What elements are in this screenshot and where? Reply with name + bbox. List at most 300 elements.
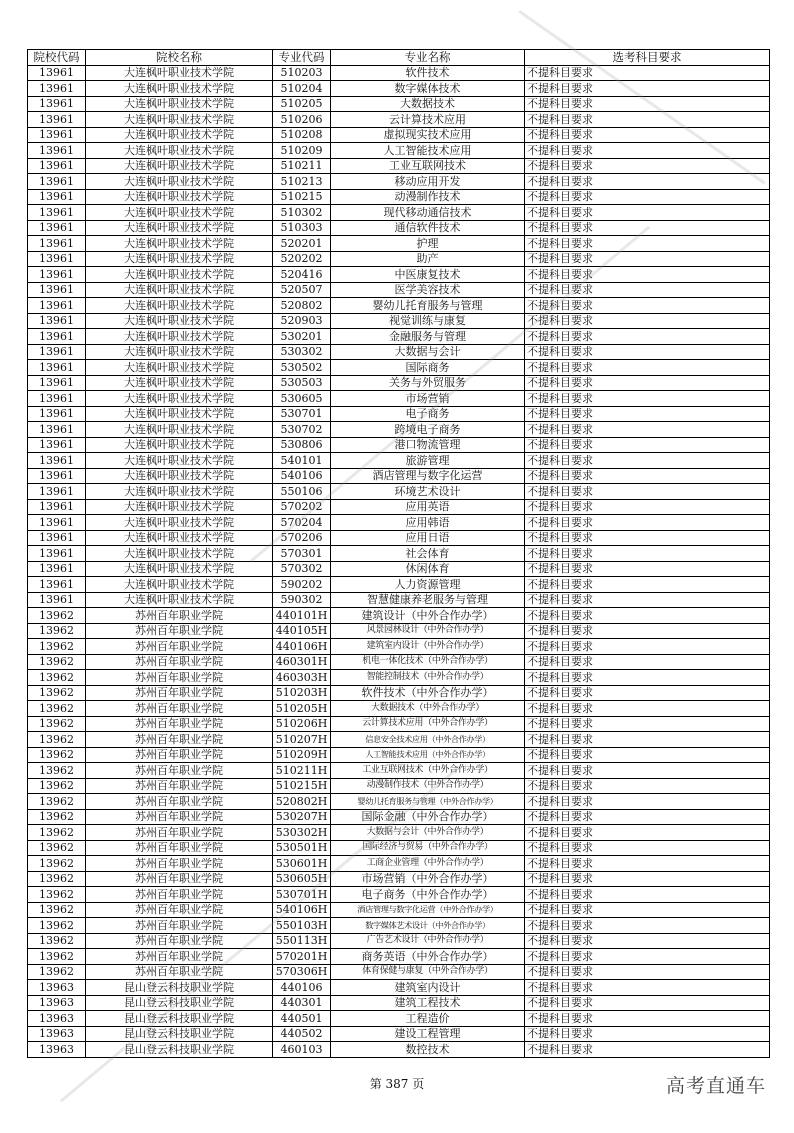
table-row xyxy=(28,608,770,624)
cell-major-name: 广告艺术设计（中外合作办学） xyxy=(331,933,525,949)
cell-major-name: 应用韩语 xyxy=(331,515,525,531)
cell-school-name: 苏州百年职业学院 xyxy=(86,949,273,965)
cell-school-code: 13962 xyxy=(28,623,86,639)
table-row xyxy=(28,654,770,670)
cell-school-name: 大连枫叶职业技术学院 xyxy=(86,143,273,159)
table-row xyxy=(28,267,770,283)
cell-school-name: 大连枫叶职业技术学院 xyxy=(86,592,273,608)
cell-school-code: 13962 xyxy=(28,747,86,763)
brand-label: 高考直通车 xyxy=(665,1075,766,1097)
cell-major-code: 510209H xyxy=(273,747,331,763)
cell-subject-requirement: 不提科目要求 xyxy=(525,840,770,856)
admission-table-container xyxy=(27,49,769,1058)
cell-major-code: 510207H xyxy=(273,732,331,748)
cell-school-code: 13962 xyxy=(28,701,86,717)
cell-major-code: 530605H xyxy=(273,871,331,887)
table-row xyxy=(28,747,770,763)
cell-school-name: 大连枫叶职业技术学院 xyxy=(86,189,273,205)
table-row xyxy=(28,282,770,298)
table-row xyxy=(28,205,770,221)
cell-major-name: 医学美容技术 xyxy=(331,282,525,298)
table-row xyxy=(28,918,770,934)
cell-major-name: 人工智能技术应用 xyxy=(331,143,525,159)
cell-school-name: 大连枫叶职业技术学院 xyxy=(86,127,273,143)
cell-school-name: 大连枫叶职业技术学院 xyxy=(86,561,273,577)
table-row xyxy=(28,298,770,314)
cell-subject-requirement: 不提科目要求 xyxy=(525,267,770,283)
cell-school-name: 大连枫叶职业技术学院 xyxy=(86,96,273,112)
cell-major-name: 工商企业管理（中外合作办学） xyxy=(331,856,525,872)
cell-major-name: 视觉训练与康复 xyxy=(331,313,525,329)
table-row xyxy=(28,840,770,856)
cell-school-name: 大连枫叶职业技术学院 xyxy=(86,437,273,453)
cell-major-name: 数字媒体技术 xyxy=(331,81,525,97)
cell-school-name: 苏州百年职业学院 xyxy=(86,654,273,670)
table-row xyxy=(28,81,770,97)
table-row xyxy=(28,701,770,717)
cell-school-name: 苏州百年职业学院 xyxy=(86,902,273,918)
cell-major-code: 530201 xyxy=(273,329,331,345)
cell-school-name: 大连枫叶职业技术学院 xyxy=(86,344,273,360)
table-row xyxy=(28,763,770,779)
cell-school-code: 13962 xyxy=(28,918,86,934)
table-row xyxy=(28,546,770,562)
cell-school-code: 13961 xyxy=(28,205,86,221)
cell-school-name: 大连枫叶职业技术学院 xyxy=(86,484,273,500)
cell-subject-requirement: 不提科目要求 xyxy=(525,298,770,314)
table-body xyxy=(28,65,770,1057)
table-row xyxy=(28,933,770,949)
table-row xyxy=(28,856,770,872)
cell-subject-requirement: 不提科目要求 xyxy=(525,127,770,143)
cell-subject-requirement: 不提科目要求 xyxy=(525,81,770,97)
cell-school-name: 大连枫叶职业技术学院 xyxy=(86,406,273,422)
cell-school-code: 13961 xyxy=(28,96,86,112)
cell-subject-requirement: 不提科目要求 xyxy=(525,918,770,934)
cell-school-name: 苏州百年职业学院 xyxy=(86,918,273,934)
cell-major-name: 动漫制作技术（中外合作办学） xyxy=(331,778,525,794)
cell-school-code: 13963 xyxy=(28,1042,86,1058)
cell-school-name: 大连枫叶职业技术学院 xyxy=(86,220,273,236)
cell-school-name: 大连枫叶职业技术学院 xyxy=(86,375,273,391)
cell-major-code: 510209 xyxy=(273,143,331,159)
cell-major-code: 530605 xyxy=(273,391,331,407)
cell-school-name: 苏州百年职业学院 xyxy=(86,763,273,779)
cell-subject-requirement: 不提科目要求 xyxy=(525,809,770,825)
cell-school-name: 苏州百年职业学院 xyxy=(86,608,273,624)
cell-major-code: 530601H xyxy=(273,856,331,872)
cell-major-name: 护理 xyxy=(331,236,525,252)
cell-subject-requirement: 不提科目要求 xyxy=(525,96,770,112)
admission-table xyxy=(27,49,770,1058)
cell-subject-requirement: 不提科目要求 xyxy=(525,980,770,996)
table-row xyxy=(28,391,770,407)
cell-major-name: 中医康复技术 xyxy=(331,267,525,283)
table-row xyxy=(28,127,770,143)
cell-school-code: 13962 xyxy=(28,716,86,732)
cell-major-name: 动漫制作技术 xyxy=(331,189,525,205)
table-row xyxy=(28,189,770,205)
cell-school-name: 大连枫叶职业技术学院 xyxy=(86,391,273,407)
cell-school-code: 13962 xyxy=(28,840,86,856)
cell-school-code: 13961 xyxy=(28,561,86,577)
table-row xyxy=(28,716,770,732)
cell-school-name: 大连枫叶职业技术学院 xyxy=(86,65,273,81)
table-row xyxy=(28,515,770,531)
cell-school-name: 大连枫叶职业技术学院 xyxy=(86,515,273,531)
cell-school-code: 13961 xyxy=(28,577,86,593)
cell-school-code: 13961 xyxy=(28,220,86,236)
cell-major-name: 风景园林设计（中外合作办学） xyxy=(331,623,525,639)
table-row xyxy=(28,794,770,810)
cell-subject-requirement: 不提科目要求 xyxy=(525,406,770,422)
cell-subject-requirement: 不提科目要求 xyxy=(525,995,770,1011)
cell-subject-requirement: 不提科目要求 xyxy=(525,530,770,546)
table-row xyxy=(28,949,770,965)
cell-subject-requirement: 不提科目要求 xyxy=(525,220,770,236)
cell-subject-requirement: 不提科目要求 xyxy=(525,561,770,577)
cell-major-name: 旅游管理 xyxy=(331,453,525,469)
table-row xyxy=(28,809,770,825)
table-row xyxy=(28,499,770,515)
cell-major-name: 休闲体育 xyxy=(331,561,525,577)
cell-major-code: 510215 xyxy=(273,189,331,205)
cell-major-name: 工业互联网技术 xyxy=(331,158,525,174)
cell-subject-requirement: 不提科目要求 xyxy=(525,716,770,732)
cell-major-name: 信息安全技术应用（中外合作办学） xyxy=(331,732,525,748)
cell-major-name: 市场营销 xyxy=(331,391,525,407)
header-subject-requirement: 选考科目要求 xyxy=(525,50,770,66)
cell-subject-requirement: 不提科目要求 xyxy=(525,794,770,810)
cell-major-code: 510208 xyxy=(273,127,331,143)
cell-school-code: 13961 xyxy=(28,236,86,252)
cell-major-name: 关务与外贸服务 xyxy=(331,375,525,391)
table-header-row xyxy=(28,50,770,66)
cell-school-code: 13963 xyxy=(28,995,86,1011)
cell-subject-requirement: 不提科目要求 xyxy=(525,375,770,391)
cell-school-name: 大连枫叶职业技术学院 xyxy=(86,174,273,190)
table-row xyxy=(28,964,770,980)
cell-major-code: 520201 xyxy=(273,236,331,252)
table-row xyxy=(28,468,770,484)
cell-school-code: 13963 xyxy=(28,1026,86,1042)
cell-major-name: 环境艺术设计 xyxy=(331,484,525,500)
cell-school-code: 13962 xyxy=(28,809,86,825)
cell-major-code: 510205 xyxy=(273,96,331,112)
table-row xyxy=(28,484,770,500)
table-row xyxy=(28,778,770,794)
cell-major-name: 电子商务 xyxy=(331,406,525,422)
table-row xyxy=(28,437,770,453)
cell-school-code: 13962 xyxy=(28,964,86,980)
cell-school-code: 13962 xyxy=(28,608,86,624)
cell-major-code: 530302H xyxy=(273,825,331,841)
cell-school-code: 13961 xyxy=(28,437,86,453)
cell-school-name: 昆山登云科技职业学院 xyxy=(86,995,273,1011)
cell-major-code: 540106 xyxy=(273,468,331,484)
cell-subject-requirement: 不提科目要求 xyxy=(525,685,770,701)
table-row xyxy=(28,980,770,996)
cell-school-code: 13961 xyxy=(28,298,86,314)
cell-school-code: 13961 xyxy=(28,81,86,97)
cell-major-name: 酒店管理与数字化运营（中外合作办学） xyxy=(331,902,525,918)
cell-major-name: 数控技术 xyxy=(331,1042,525,1058)
cell-major-code: 520416 xyxy=(273,267,331,283)
cell-major-name: 虚拟现实技术应用 xyxy=(331,127,525,143)
cell-subject-requirement: 不提科目要求 xyxy=(525,670,770,686)
table-row xyxy=(28,112,770,128)
cell-school-name: 苏州百年职业学院 xyxy=(86,809,273,825)
cell-major-name: 社会体育 xyxy=(331,546,525,562)
cell-school-code: 13961 xyxy=(28,251,86,267)
cell-subject-requirement: 不提科目要求 xyxy=(525,825,770,841)
table-row xyxy=(28,406,770,422)
cell-school-code: 13962 xyxy=(28,732,86,748)
cell-subject-requirement: 不提科目要求 xyxy=(525,344,770,360)
table-row xyxy=(28,65,770,81)
cell-major-name: 工程造价 xyxy=(331,1011,525,1027)
cell-major-code: 520802H xyxy=(273,794,331,810)
cell-major-code: 520903 xyxy=(273,313,331,329)
table-row xyxy=(28,422,770,438)
cell-school-code: 13962 xyxy=(28,887,86,903)
cell-school-code: 13961 xyxy=(28,174,86,190)
cell-major-name: 应用日语 xyxy=(331,530,525,546)
cell-major-name: 国际金融（中外合作办学） xyxy=(331,809,525,825)
cell-subject-requirement: 不提科目要求 xyxy=(525,329,770,345)
cell-subject-requirement: 不提科目要求 xyxy=(525,654,770,670)
cell-school-code: 13962 xyxy=(28,856,86,872)
table-row xyxy=(28,360,770,376)
cell-school-name: 苏州百年职业学院 xyxy=(86,639,273,655)
cell-major-code: 460103 xyxy=(273,1042,331,1058)
cell-subject-requirement: 不提科目要求 xyxy=(525,189,770,205)
table-row xyxy=(28,1011,770,1027)
cell-major-code: 510205H xyxy=(273,701,331,717)
cell-major-name: 应用英语 xyxy=(331,499,525,515)
cell-subject-requirement: 不提科目要求 xyxy=(525,1026,770,1042)
cell-major-name: 国际经济与贸易（中外合作办学） xyxy=(331,840,525,856)
cell-major-name: 大数据技术（中外合作办学） xyxy=(331,701,525,717)
cell-major-name: 建筑室内设计 xyxy=(331,980,525,996)
table-row xyxy=(28,251,770,267)
table-row xyxy=(28,887,770,903)
cell-major-name: 助产 xyxy=(331,251,525,267)
table-row xyxy=(28,174,770,190)
cell-major-code: 440502 xyxy=(273,1026,331,1042)
cell-subject-requirement: 不提科目要求 xyxy=(525,763,770,779)
cell-subject-requirement: 不提科目要求 xyxy=(525,747,770,763)
cell-major-code: 540101 xyxy=(273,453,331,469)
cell-major-code: 570206 xyxy=(273,530,331,546)
cell-school-name: 苏州百年职业学院 xyxy=(86,716,273,732)
cell-school-code: 13962 xyxy=(28,902,86,918)
cell-major-code: 510203 xyxy=(273,65,331,81)
cell-subject-requirement: 不提科目要求 xyxy=(525,143,770,159)
cell-major-name: 婴幼儿托育服务与管理（中外合作办学） xyxy=(331,794,525,810)
cell-major-code: 570204 xyxy=(273,515,331,531)
cell-major-code: 510211H xyxy=(273,763,331,779)
cell-school-code: 13961 xyxy=(28,158,86,174)
cell-major-name: 人力资源管理 xyxy=(331,577,525,593)
cell-subject-requirement: 不提科目要求 xyxy=(525,871,770,887)
cell-major-name: 云计算技术应用（中外合作办学） xyxy=(331,716,525,732)
cell-major-code: 530806 xyxy=(273,437,331,453)
cell-school-name: 大连枫叶职业技术学院 xyxy=(86,267,273,283)
cell-major-code: 590302 xyxy=(273,592,331,608)
cell-school-name: 苏州百年职业学院 xyxy=(86,623,273,639)
cell-school-code: 13962 xyxy=(28,933,86,949)
cell-school-name: 苏州百年职业学院 xyxy=(86,933,273,949)
cell-school-name: 昆山登云科技职业学院 xyxy=(86,1011,273,1027)
cell-major-name: 人工智能技术应用（中外合作办学） xyxy=(331,747,525,763)
header-major-code: 专业代码 xyxy=(273,50,331,66)
cell-major-name: 国际商务 xyxy=(331,360,525,376)
cell-school-code: 13961 xyxy=(28,344,86,360)
cell-school-name: 苏州百年职业学院 xyxy=(86,747,273,763)
cell-major-code: 530701 xyxy=(273,406,331,422)
cell-school-name: 大连枫叶职业技术学院 xyxy=(86,282,273,298)
cell-subject-requirement: 不提科目要求 xyxy=(525,623,770,639)
cell-major-code: 510215H xyxy=(273,778,331,794)
cell-school-name: 大连枫叶职业技术学院 xyxy=(86,112,273,128)
cell-subject-requirement: 不提科目要求 xyxy=(525,592,770,608)
cell-school-name: 昆山登云科技职业学院 xyxy=(86,1042,273,1058)
cell-school-code: 13962 xyxy=(28,778,86,794)
table-row xyxy=(28,344,770,360)
cell-major-code: 510213 xyxy=(273,174,331,190)
cell-major-code: 530702 xyxy=(273,422,331,438)
cell-major-code: 550103H xyxy=(273,918,331,934)
cell-school-name: 大连枫叶职业技术学院 xyxy=(86,453,273,469)
cell-subject-requirement: 不提科目要求 xyxy=(525,701,770,717)
cell-subject-requirement: 不提科目要求 xyxy=(525,856,770,872)
cell-major-name: 智慧健康养老服务与管理 xyxy=(331,592,525,608)
cell-major-code: 570201H xyxy=(273,949,331,965)
cell-major-code: 590202 xyxy=(273,577,331,593)
cell-major-code: 550106 xyxy=(273,484,331,500)
cell-major-code: 440101H xyxy=(273,608,331,624)
cell-school-code: 13961 xyxy=(28,391,86,407)
cell-subject-requirement: 不提科目要求 xyxy=(525,484,770,500)
cell-school-code: 13961 xyxy=(28,375,86,391)
table-row xyxy=(28,623,770,639)
cell-school-name: 苏州百年职业学院 xyxy=(86,778,273,794)
cell-school-code: 13961 xyxy=(28,484,86,500)
table-row xyxy=(28,1026,770,1042)
cell-subject-requirement: 不提科目要求 xyxy=(525,778,770,794)
cell-school-name: 苏州百年职业学院 xyxy=(86,964,273,980)
cell-subject-requirement: 不提科目要求 xyxy=(525,158,770,174)
cell-school-code: 13961 xyxy=(28,65,86,81)
cell-school-name: 大连枫叶职业技术学院 xyxy=(86,313,273,329)
cell-school-name: 大连枫叶职业技术学院 xyxy=(86,236,273,252)
cell-school-name: 大连枫叶职业技术学院 xyxy=(86,499,273,515)
cell-major-name: 婴幼儿托育服务与管理 xyxy=(331,298,525,314)
cell-school-name: 大连枫叶职业技术学院 xyxy=(86,298,273,314)
table-row xyxy=(28,329,770,345)
cell-major-code: 440301 xyxy=(273,995,331,1011)
cell-major-name: 体育保健与康复（中外合作办学） xyxy=(331,964,525,980)
cell-subject-requirement: 不提科目要求 xyxy=(525,112,770,128)
cell-subject-requirement: 不提科目要求 xyxy=(525,608,770,624)
cell-major-code: 510203H xyxy=(273,685,331,701)
cell-subject-requirement: 不提科目要求 xyxy=(525,174,770,190)
cell-subject-requirement: 不提科目要求 xyxy=(525,949,770,965)
cell-subject-requirement: 不提科目要求 xyxy=(525,639,770,655)
cell-school-name: 大连枫叶职业技术学院 xyxy=(86,468,273,484)
cell-school-code: 13963 xyxy=(28,1011,86,1027)
cell-subject-requirement: 不提科目要求 xyxy=(525,65,770,81)
table-row xyxy=(28,236,770,252)
table-row xyxy=(28,670,770,686)
table-row xyxy=(28,375,770,391)
cell-school-code: 13961 xyxy=(28,592,86,608)
cell-major-code: 520507 xyxy=(273,282,331,298)
cell-school-name: 苏州百年职业学院 xyxy=(86,871,273,887)
cell-subject-requirement: 不提科目要求 xyxy=(525,1042,770,1058)
cell-subject-requirement: 不提科目要求 xyxy=(525,468,770,484)
cell-school-code: 13961 xyxy=(28,499,86,515)
cell-school-name: 苏州百年职业学院 xyxy=(86,685,273,701)
cell-major-name: 商务英语（中外合作办学） xyxy=(331,949,525,965)
cell-major-code: 520802 xyxy=(273,298,331,314)
cell-major-name: 现代移动通信技术 xyxy=(331,205,525,221)
cell-major-code: 510204 xyxy=(273,81,331,97)
cell-major-name: 大数据与会计 xyxy=(331,344,525,360)
cell-school-name: 大连枫叶职业技术学院 xyxy=(86,205,273,221)
cell-major-name: 机电一体化技术（中外合作办学） xyxy=(331,654,525,670)
cell-major-code: 530501H xyxy=(273,840,331,856)
cell-subject-requirement: 不提科目要求 xyxy=(525,902,770,918)
cell-major-code: 570202 xyxy=(273,499,331,515)
cell-major-code: 550113H xyxy=(273,933,331,949)
table-row xyxy=(28,871,770,887)
cell-major-name: 移动应用开发 xyxy=(331,174,525,190)
cell-subject-requirement: 不提科目要求 xyxy=(525,1011,770,1027)
cell-major-code: 460301H xyxy=(273,654,331,670)
cell-school-code: 13962 xyxy=(28,794,86,810)
table-row xyxy=(28,825,770,841)
cell-subject-requirement: 不提科目要求 xyxy=(525,577,770,593)
cell-school-name: 大连枫叶职业技术学院 xyxy=(86,329,273,345)
cell-school-code: 13962 xyxy=(28,949,86,965)
cell-school-name: 苏州百年职业学院 xyxy=(86,794,273,810)
cell-school-code: 13961 xyxy=(28,530,86,546)
cell-major-name: 建筑设计（中外合作办学） xyxy=(331,608,525,624)
cell-school-name: 苏州百年职业学院 xyxy=(86,732,273,748)
table-row xyxy=(28,158,770,174)
header-major-name: 专业名称 xyxy=(331,50,525,66)
cell-major-name: 大数据技术 xyxy=(331,96,525,112)
cell-major-code: 570301 xyxy=(273,546,331,562)
cell-major-code: 460303H xyxy=(273,670,331,686)
table-row xyxy=(28,453,770,469)
cell-school-name: 大连枫叶职业技术学院 xyxy=(86,360,273,376)
cell-school-code: 13962 xyxy=(28,654,86,670)
cell-school-name: 大连枫叶职业技术学院 xyxy=(86,422,273,438)
cell-school-code: 13961 xyxy=(28,313,86,329)
cell-major-name: 工业互联网技术（中外合作办学） xyxy=(331,763,525,779)
cell-subject-requirement: 不提科目要求 xyxy=(525,887,770,903)
cell-major-name: 建筑室内设计（中外合作办学） xyxy=(331,639,525,655)
cell-subject-requirement: 不提科目要求 xyxy=(525,313,770,329)
table-row xyxy=(28,902,770,918)
cell-major-code: 540106H xyxy=(273,902,331,918)
cell-school-code: 13961 xyxy=(28,422,86,438)
table-row xyxy=(28,592,770,608)
cell-subject-requirement: 不提科目要求 xyxy=(525,282,770,298)
